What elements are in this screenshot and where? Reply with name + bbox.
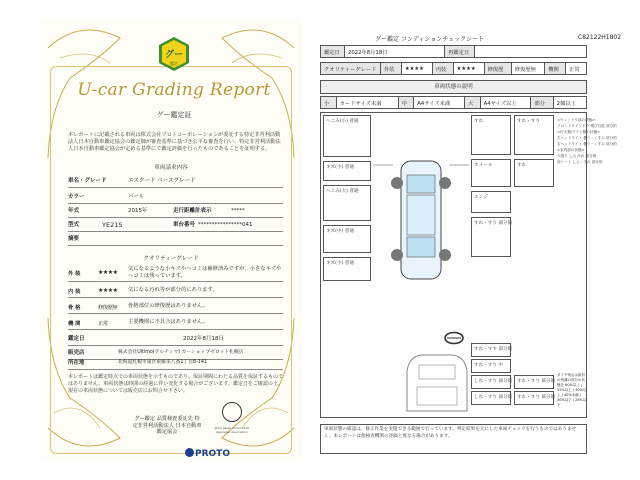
grade-row-interior: 内 装 ★★★★ 気になる汚れ等が部分的にあります。 xyxy=(68,282,283,298)
mileage-value: ***** xyxy=(231,208,245,214)
row-dealer: 販売店 株式会社Ultimo(アルティマ) カーショップゼロット札幌店 xyxy=(68,346,283,360)
tire-note: タイヤ残山は最初の残溝の部分の状態を 60%以上 / 55%以上 / 40%以上 / 40%未満 / 30%以下 / 28%以下 xyxy=(557,373,587,407)
sheet-footer: 車両状態の確認は、修正作業を実施できる範囲で行っています。判定結果を元にした車両チェックを行うものではありません。本レポートは他検査機関の評価と異なる場合があります。 xyxy=(320,424,587,454)
color-value: パール xyxy=(128,194,145,200)
color-label: カラー xyxy=(68,194,85,200)
model-label: 型式 xyxy=(68,222,80,228)
jaaa-text: JAAA Japan Automobile Appraisal Association xyxy=(214,426,250,434)
proto-logo: PROTO xyxy=(185,448,230,459)
row-year xyxy=(68,204,283,218)
vehicle-diagram: へこみ(小) 普通 キズ(小) 普通 へこみ(大) 普通 キズ(中) 普通 キズ(小) 普通 すれ すれ・すり すれ ホイール エンジ すれ・すり 部分的 <ウィンドウ部の状態> フロントウインドウ 飛び石痕 部分的 <灯火類/ライト類の状態> 左ヘッドライト 曇り・くすみ 部分的 右ヘッドライト 曇り・くすみ 部分的 <室内部の状態> 天張り しみ 汚れ 部分的 前シート しみ・すれ 部分的 すれ・すす 部分的 すれ・すり 中 しれ・すり 部分的 すれ・すり 部分的 しれ・すり 部分的 すれ・すり 部分的 タイヤ残山は最初の残溝の部分の状態を 60%以上 / 55%以上 / 40%以上 / 40%未満 / 30%以下 / 28%以下 xyxy=(320,112,587,418)
name-value: エスクード ベースグレード xyxy=(128,178,196,184)
chassis-label: 車台番号 xyxy=(173,222,196,228)
certificate-intro: 本レポートに記載される車両は株式会社プロトコーポレーションが委託する特定非営利活動法人日本自動車鑑定協会の鑑定師が審査基準に基づき公平な審査を行い、特定非営利活動法人日本自動車鑑定協会が定める基準にて鑑定評価を行ったものであることを証明する。 xyxy=(68,132,281,152)
remarks-label: 摘要 xyxy=(68,236,80,242)
car-top-view xyxy=(373,155,469,285)
grade-table: クオリティーグレード 外装 ★★★★ 内装 ★★★★ 修復歴 修復歴無 機関 正常 xyxy=(320,62,587,75)
name-label: 車名・グレード xyxy=(68,178,107,184)
grade-row-engine: 機 関 正常 主要機関に不具合はありません。 xyxy=(68,314,283,330)
vehicle-section-title: 車両請求内容 xyxy=(154,165,188,171)
certificate-note: 本レポートは鑑定時点での車両状態を示すものであり、保証期間にわたる品質を保証するものではありません。車両状態は時間の経過に伴い変化する場合がございます。鑑定日をご確認の上、現在の車両状態については販売店にお問合せ下さい。 xyxy=(68,374,284,394)
proto-mark-icon xyxy=(185,448,194,457)
steering-wheel-icon xyxy=(443,331,465,345)
date-table: 鑑定日 2022年8月18日 再鑑定日 xyxy=(320,45,587,58)
grading-certificate xyxy=(40,18,302,458)
sheet-code: C82122H1802 xyxy=(578,34,622,41)
row-model xyxy=(68,218,283,232)
row-location: 所在地 北海道札幌市東区東雁来八条1丁目8-141 xyxy=(68,356,283,370)
goo-kantei-logo xyxy=(156,36,192,72)
certificate-title: U-car Grading Report xyxy=(77,80,271,100)
grade-stars: ★★★★ xyxy=(98,269,118,276)
svg-text:グー: グー xyxy=(164,50,184,60)
condition-title: 車両状態の説明 xyxy=(320,80,587,94)
jaaa-seal xyxy=(222,402,242,422)
model-value: YE21S xyxy=(102,221,123,229)
row-color xyxy=(68,190,283,204)
row-appraisal-date: 鑑定日 2022年8月18日 xyxy=(68,332,283,346)
year-label: 年式 xyxy=(68,208,80,214)
year-value: 2015年 xyxy=(128,208,148,214)
certificate-subtitle: グー鑑定証 xyxy=(156,111,192,119)
condition-check-sheet xyxy=(320,28,622,458)
issuer-text: グー鑑定 品質検査委託先 特定非営利活動法人 日本自動車鑑定協会 xyxy=(132,416,202,435)
right-notes: <ウィンドウ部の状態> フロントウインドウ 飛び石痕 部分的 <灯火類/ライト類の状態> 左ヘッドライト 曇り・くすみ 部分的 右ヘッドライト 曇り・くすみ 部分的 <室内部の状態> 天張り しみ 汚れ 部分的 前シート しみ・すれ 部分的 xyxy=(557,118,617,164)
chassis-value: ****************041 xyxy=(198,222,253,228)
grade-row-frame: 骨 格 修復歴無 骨格部位の修復歴はありません。 xyxy=(68,298,283,314)
row-remarks xyxy=(68,232,283,246)
row-name xyxy=(68,174,283,188)
car-side-view xyxy=(397,351,477,417)
grade-stars: ★★★★ xyxy=(98,287,118,294)
quality-section-title: クオリティーグレード xyxy=(143,256,199,262)
size-legend: 小 カードサイズ未満 中 A4サイズ未満 大 A4サイズ以上 部分 2個以上 xyxy=(320,96,587,109)
grade-row-exterior: 外 装 ★★★★ 気になるような小キズやヘコミは補修済みですが、小さなキズやヘコミは残っています。 xyxy=(68,264,283,282)
sheet-header: グー鑑定 コンディションチェックシート xyxy=(375,36,485,43)
mileage-label: 走行距離計表示 xyxy=(173,208,212,214)
svg-text:鑑定: 鑑定 xyxy=(170,61,178,66)
